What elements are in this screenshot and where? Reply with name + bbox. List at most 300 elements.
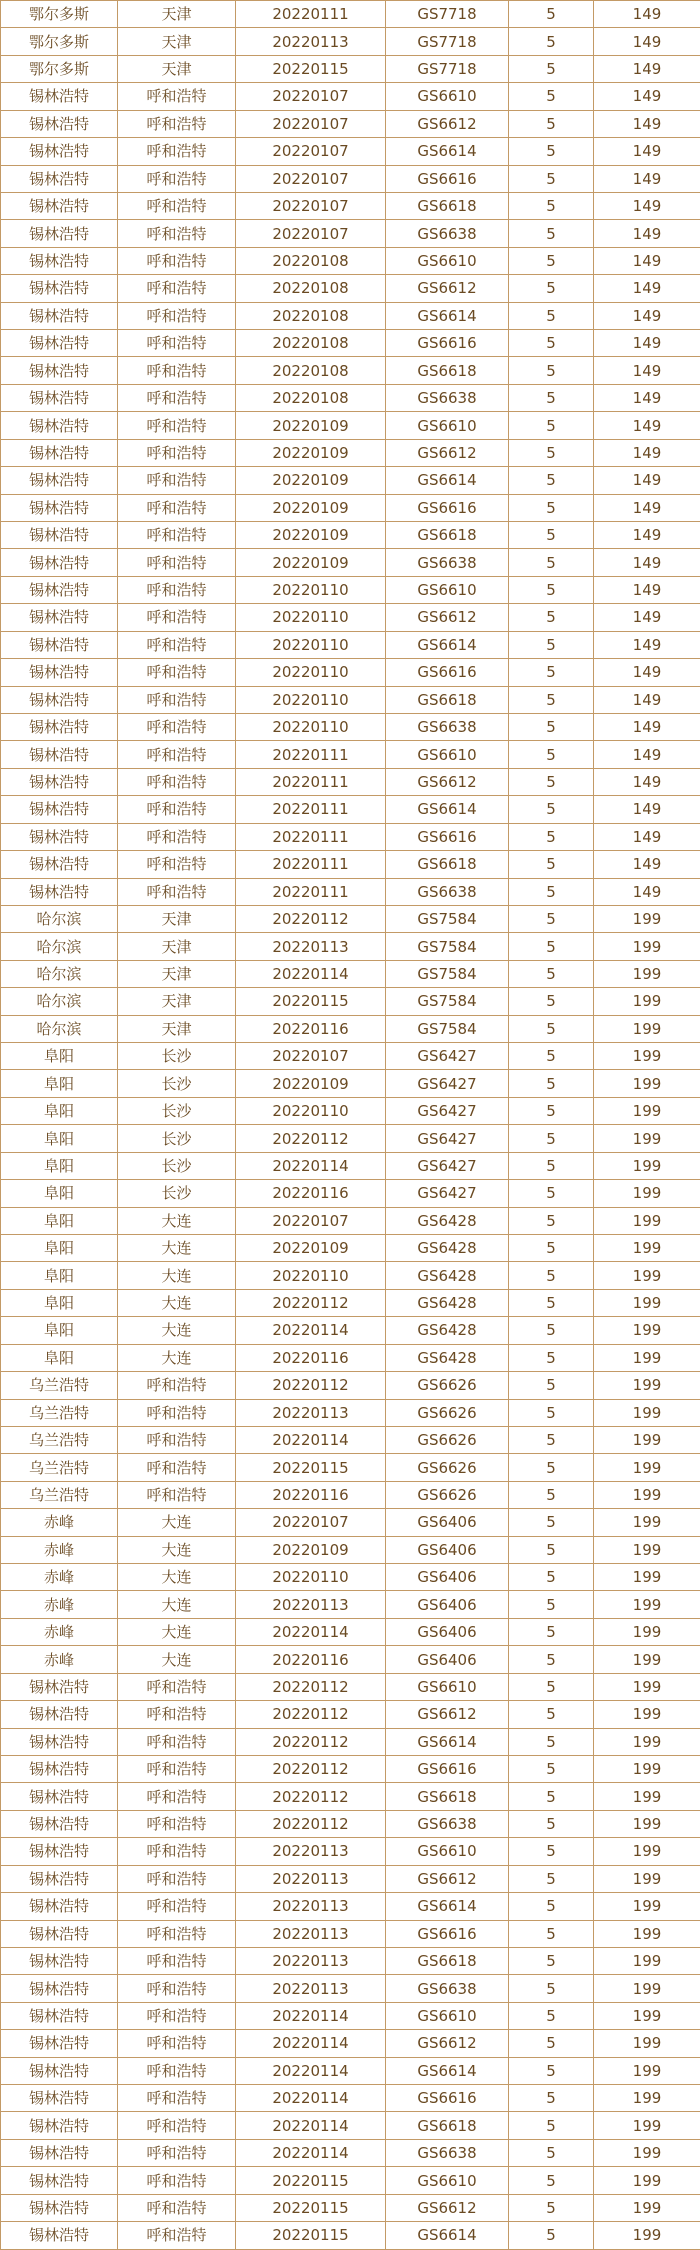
- price-cell: 199: [594, 1317, 700, 1344]
- destination-cell: 呼和浩特: [118, 2057, 236, 2084]
- flight-cell: GS6427: [386, 1070, 509, 1097]
- date-cell: 20220108: [236, 330, 386, 357]
- origin-cell: 锡林浩特: [1, 713, 118, 740]
- origin-cell: 锡林浩特: [1, 549, 118, 576]
- seats-cell: 5: [509, 138, 594, 165]
- table-row: [1, 988, 700, 1015]
- destination-cell: 呼和浩特: [118, 247, 236, 274]
- flight-cell: GS6610: [386, 247, 509, 274]
- seats-cell: 5: [509, 1426, 594, 1453]
- seats-cell: 5: [509, 165, 594, 192]
- origin-cell: 锡林浩特: [1, 878, 118, 905]
- origin-cell: 锡林浩特: [1, 2222, 118, 2249]
- table-row: [1, 1207, 700, 1234]
- table-row: [1, 1043, 700, 1070]
- table-row: [1, 1426, 700, 1453]
- origin-cell: 乌兰浩特: [1, 1426, 118, 1453]
- date-cell: 20220115: [236, 2167, 386, 2194]
- table-row: [1, 1152, 700, 1179]
- destination-cell: 呼和浩特: [118, 878, 236, 905]
- destination-cell: 呼和浩特: [118, 2112, 236, 2139]
- seats-cell: 5: [509, 2194, 594, 2221]
- table-row: [1, 1810, 700, 1837]
- destination-cell: 呼和浩特: [118, 1454, 236, 1481]
- price-cell: 149: [594, 796, 700, 823]
- flight-cell: GS6618: [386, 1947, 509, 1974]
- table-row: [1, 823, 700, 850]
- origin-cell: 锡林浩特: [1, 165, 118, 192]
- table-row: [1, 1893, 700, 1920]
- price-cell: 199: [594, 1865, 700, 1892]
- seats-cell: 5: [509, 1536, 594, 1563]
- origin-cell: 锡林浩特: [1, 357, 118, 384]
- price-cell: 199: [594, 1344, 700, 1371]
- flight-cell: GS6427: [386, 1152, 509, 1179]
- origin-cell: 锡林浩特: [1, 1947, 118, 1974]
- destination-cell: 呼和浩特: [118, 741, 236, 768]
- price-cell: 199: [594, 1701, 700, 1728]
- table-row: [1, 83, 700, 110]
- price-cell: 149: [594, 823, 700, 850]
- price-cell: 199: [594, 1646, 700, 1673]
- flight-cell: GS6614: [386, 631, 509, 658]
- date-cell: 20220109: [236, 522, 386, 549]
- date-cell: 20220109: [236, 494, 386, 521]
- price-cell: 199: [594, 1536, 700, 1563]
- flight-cell: GS6616: [386, 823, 509, 850]
- price-cell: 199: [594, 2085, 700, 2112]
- table-row: [1, 192, 700, 219]
- date-cell: 20220108: [236, 357, 386, 384]
- destination-cell: 呼和浩特: [118, 2139, 236, 2166]
- flight-cell: GS6428: [386, 1207, 509, 1234]
- seats-cell: 5: [509, 1673, 594, 1700]
- origin-cell: 哈尔滨: [1, 1015, 118, 1042]
- date-cell: 20220108: [236, 302, 386, 329]
- flight-cell: GS6610: [386, 83, 509, 110]
- date-cell: 20220108: [236, 247, 386, 274]
- date-cell: 20220113: [236, 1865, 386, 1892]
- seats-cell: 5: [509, 192, 594, 219]
- flight-cell: GS6638: [386, 878, 509, 905]
- table-row: [1, 1536, 700, 1563]
- destination-cell: 大连: [118, 1509, 236, 1536]
- table-row: [1, 384, 700, 411]
- date-cell: 20220109: [236, 1536, 386, 1563]
- table-row: [1, 247, 700, 274]
- date-cell: 20220114: [236, 960, 386, 987]
- date-cell: 20220107: [236, 1043, 386, 1070]
- destination-cell: 呼和浩特: [118, 522, 236, 549]
- seats-cell: 5: [509, 384, 594, 411]
- flight-cell: GS6610: [386, 576, 509, 603]
- price-cell: 199: [594, 1262, 700, 1289]
- flight-cell: GS6616: [386, 1920, 509, 1947]
- origin-cell: 锡林浩特: [1, 247, 118, 274]
- destination-cell: 呼和浩特: [118, 1673, 236, 1700]
- origin-cell: 阜阳: [1, 1152, 118, 1179]
- flight-cell: GS6616: [386, 330, 509, 357]
- destination-cell: 大连: [118, 1262, 236, 1289]
- origin-cell: 锡林浩特: [1, 659, 118, 686]
- origin-cell: 锡林浩特: [1, 275, 118, 302]
- destination-cell: 呼和浩特: [118, 467, 236, 494]
- date-cell: 20220114: [236, 1618, 386, 1645]
- table-row: [1, 2085, 700, 2112]
- origin-cell: 锡林浩特: [1, 686, 118, 713]
- origin-cell: 阜阳: [1, 1317, 118, 1344]
- price-cell: 149: [594, 576, 700, 603]
- table-row: [1, 2167, 700, 2194]
- date-cell: 20220107: [236, 1207, 386, 1234]
- origin-cell: 鄂尔多斯: [1, 28, 118, 55]
- origin-cell: 赤峰: [1, 1591, 118, 1618]
- flight-cell: GS6614: [386, 302, 509, 329]
- origin-cell: 锡林浩特: [1, 220, 118, 247]
- date-cell: 20220113: [236, 1975, 386, 2002]
- date-cell: 20220107: [236, 138, 386, 165]
- seats-cell: 5: [509, 2139, 594, 2166]
- date-cell: 20220111: [236, 878, 386, 905]
- destination-cell: 呼和浩特: [118, 1893, 236, 1920]
- price-cell: 199: [594, 1152, 700, 1179]
- seats-cell: 5: [509, 302, 594, 329]
- destination-cell: 呼和浩特: [118, 439, 236, 466]
- flight-cell: GS6612: [386, 439, 509, 466]
- seats-cell: 5: [509, 275, 594, 302]
- destination-cell: 天津: [118, 1, 236, 28]
- price-cell: 199: [594, 1920, 700, 1947]
- origin-cell: 锡林浩特: [1, 2002, 118, 2029]
- price-cell: 199: [594, 1591, 700, 1618]
- table-row: [1, 1454, 700, 1481]
- price-cell: 199: [594, 1756, 700, 1783]
- origin-cell: 阜阳: [1, 1344, 118, 1371]
- date-cell: 20220110: [236, 713, 386, 740]
- seats-cell: 5: [509, 2057, 594, 2084]
- price-cell: 199: [594, 2057, 700, 2084]
- origin-cell: 哈尔滨: [1, 988, 118, 1015]
- price-cell: 149: [594, 741, 700, 768]
- destination-cell: 呼和浩特: [118, 631, 236, 658]
- table-row: [1, 330, 700, 357]
- table-row: [1, 1317, 700, 1344]
- price-cell: 199: [594, 1399, 700, 1426]
- date-cell: 20220111: [236, 823, 386, 850]
- origin-cell: 锡林浩特: [1, 1865, 118, 1892]
- table-row: [1, 2057, 700, 2084]
- flight-cell: GS6618: [386, 851, 509, 878]
- origin-cell: 哈尔滨: [1, 933, 118, 960]
- price-cell: 199: [594, 1454, 700, 1481]
- table-row: [1, 1180, 700, 1207]
- date-cell: 20220110: [236, 576, 386, 603]
- destination-cell: 呼和浩特: [118, 796, 236, 823]
- table-row: [1, 1509, 700, 1536]
- date-cell: 20220109: [236, 439, 386, 466]
- table-row: [1, 851, 700, 878]
- flight-cell: GS6618: [386, 2112, 509, 2139]
- table-row: [1, 576, 700, 603]
- date-cell: 20220113: [236, 1893, 386, 1920]
- table-row: [1, 878, 700, 905]
- seats-cell: 5: [509, 467, 594, 494]
- table-row: [1, 1947, 700, 1974]
- price-cell: 199: [594, 2194, 700, 2221]
- price-cell: 149: [594, 83, 700, 110]
- date-cell: 20220113: [236, 1920, 386, 1947]
- origin-cell: 赤峰: [1, 1646, 118, 1673]
- table-row: [1, 1838, 700, 1865]
- seats-cell: 5: [509, 110, 594, 137]
- flight-cell: GS6626: [386, 1372, 509, 1399]
- seats-cell: 5: [509, 1947, 594, 1974]
- price-cell: 149: [594, 1, 700, 28]
- table-row: [1, 1920, 700, 1947]
- seats-cell: 5: [509, 741, 594, 768]
- table-row: [1, 1756, 700, 1783]
- table-row: [1, 1591, 700, 1618]
- seats-cell: 5: [509, 988, 594, 1015]
- date-cell: 20220111: [236, 768, 386, 795]
- seats-cell: 5: [509, 2112, 594, 2139]
- origin-cell: 锡林浩特: [1, 823, 118, 850]
- seats-cell: 5: [509, 1043, 594, 1070]
- date-cell: 20220111: [236, 741, 386, 768]
- flight-cell: GS7584: [386, 988, 509, 1015]
- flight-cell: GS6618: [386, 1783, 509, 1810]
- price-cell: 149: [594, 713, 700, 740]
- table-row: [1, 604, 700, 631]
- seats-cell: 5: [509, 2167, 594, 2194]
- origin-cell: 锡林浩特: [1, 1701, 118, 1728]
- seats-cell: 5: [509, 1344, 594, 1371]
- origin-cell: 锡林浩特: [1, 1783, 118, 1810]
- date-cell: 20220107: [236, 220, 386, 247]
- seats-cell: 5: [509, 330, 594, 357]
- flight-cell: GS6616: [386, 1756, 509, 1783]
- flight-cell: GS6406: [386, 1646, 509, 1673]
- destination-cell: 呼和浩特: [118, 713, 236, 740]
- date-cell: 20220112: [236, 1125, 386, 1152]
- origin-cell: 赤峰: [1, 1536, 118, 1563]
- origin-cell: 阜阳: [1, 1180, 118, 1207]
- date-cell: 20220112: [236, 1701, 386, 1728]
- destination-cell: 呼和浩特: [118, 165, 236, 192]
- seats-cell: 5: [509, 576, 594, 603]
- price-cell: 199: [594, 1975, 700, 2002]
- destination-cell: 呼和浩特: [118, 659, 236, 686]
- table-row: [1, 549, 700, 576]
- origin-cell: 鄂尔多斯: [1, 1, 118, 28]
- table-row: [1, 467, 700, 494]
- destination-cell: 大连: [118, 1234, 236, 1261]
- destination-cell: 长沙: [118, 1043, 236, 1070]
- price-cell: 199: [594, 1783, 700, 1810]
- flight-cell: GS7584: [386, 933, 509, 960]
- flight-cell: GS6610: [386, 1838, 509, 1865]
- seats-cell: 5: [509, 1564, 594, 1591]
- origin-cell: 锡林浩特: [1, 330, 118, 357]
- table-row: [1, 2030, 700, 2057]
- date-cell: 20220109: [236, 1234, 386, 1261]
- destination-cell: 呼和浩特: [118, 1810, 236, 1837]
- date-cell: 20220112: [236, 1810, 386, 1837]
- seats-cell: 5: [509, 1372, 594, 1399]
- date-cell: 20220113: [236, 1947, 386, 1974]
- flight-cell: GS6614: [386, 467, 509, 494]
- seats-cell: 5: [509, 878, 594, 905]
- price-cell: 199: [594, 1043, 700, 1070]
- flight-cell: GS6638: [386, 2139, 509, 2166]
- origin-cell: 锡林浩特: [1, 741, 118, 768]
- flight-cell: GS7718: [386, 55, 509, 82]
- price-cell: 149: [594, 220, 700, 247]
- flight-cell: GS6610: [386, 2167, 509, 2194]
- price-cell: 199: [594, 933, 700, 960]
- origin-cell: 锡林浩特: [1, 494, 118, 521]
- date-cell: 20220110: [236, 631, 386, 658]
- destination-cell: 大连: [118, 1591, 236, 1618]
- seats-cell: 5: [509, 796, 594, 823]
- seats-cell: 5: [509, 713, 594, 740]
- date-cell: 20220112: [236, 1673, 386, 1700]
- table-row: [1, 905, 700, 932]
- price-cell: 199: [594, 1289, 700, 1316]
- seats-cell: 5: [509, 1289, 594, 1316]
- destination-cell: 呼和浩特: [118, 1920, 236, 1947]
- destination-cell: 呼和浩特: [118, 384, 236, 411]
- origin-cell: 阜阳: [1, 1262, 118, 1289]
- date-cell: 20220113: [236, 28, 386, 55]
- table-row: [1, 1372, 700, 1399]
- flight-cell: GS6616: [386, 2085, 509, 2112]
- flight-cell: GS6427: [386, 1125, 509, 1152]
- table-row: [1, 2112, 700, 2139]
- seats-cell: 5: [509, 522, 594, 549]
- flight-cell: GS6638: [386, 549, 509, 576]
- price-cell: 149: [594, 275, 700, 302]
- seats-cell: 5: [509, 1838, 594, 1865]
- date-cell: 20220107: [236, 165, 386, 192]
- date-cell: 20220116: [236, 1180, 386, 1207]
- origin-cell: 锡林浩特: [1, 851, 118, 878]
- flight-cell: GS6428: [386, 1344, 509, 1371]
- flight-cell: GS6406: [386, 1591, 509, 1618]
- date-cell: 20220116: [236, 1646, 386, 1673]
- flight-cell: GS6428: [386, 1289, 509, 1316]
- seats-cell: 5: [509, 768, 594, 795]
- seats-cell: 5: [509, 1810, 594, 1837]
- flight-cell: GS6618: [386, 192, 509, 219]
- flight-cell: GS6626: [386, 1426, 509, 1453]
- date-cell: 20220114: [236, 2030, 386, 2057]
- seats-cell: 5: [509, 1618, 594, 1645]
- date-cell: 20220113: [236, 933, 386, 960]
- price-cell: 149: [594, 412, 700, 439]
- flight-cell: GS6618: [386, 357, 509, 384]
- price-cell: 199: [594, 960, 700, 987]
- date-cell: 20220113: [236, 1591, 386, 1618]
- destination-cell: 呼和浩特: [118, 1865, 236, 1892]
- price-cell: 199: [594, 1893, 700, 1920]
- table-row: [1, 1070, 700, 1097]
- origin-cell: 鄂尔多斯: [1, 55, 118, 82]
- destination-cell: 呼和浩特: [118, 494, 236, 521]
- seats-cell: 5: [509, 494, 594, 521]
- destination-cell: 呼和浩特: [118, 2194, 236, 2221]
- date-cell: 20220110: [236, 686, 386, 713]
- price-cell: 149: [594, 165, 700, 192]
- date-cell: 20220110: [236, 604, 386, 631]
- origin-cell: 锡林浩特: [1, 2085, 118, 2112]
- flight-cell: GS6406: [386, 1618, 509, 1645]
- origin-cell: 阜阳: [1, 1070, 118, 1097]
- destination-cell: 大连: [118, 1317, 236, 1344]
- flight-cell: GS6614: [386, 2222, 509, 2249]
- origin-cell: 锡林浩特: [1, 302, 118, 329]
- table-row: [1, 1865, 700, 1892]
- destination-cell: 天津: [118, 55, 236, 82]
- seats-cell: 5: [509, 1591, 594, 1618]
- flight-cell: GS7718: [386, 28, 509, 55]
- destination-cell: 呼和浩特: [118, 768, 236, 795]
- origin-cell: 锡林浩特: [1, 138, 118, 165]
- flight-cell: GS6614: [386, 796, 509, 823]
- table-row: [1, 1728, 700, 1755]
- price-cell: 199: [594, 2222, 700, 2249]
- destination-cell: 大连: [118, 1344, 236, 1371]
- date-cell: 20220110: [236, 1097, 386, 1124]
- date-cell: 20220114: [236, 1426, 386, 1453]
- seats-cell: 5: [509, 1097, 594, 1124]
- seats-cell: 5: [509, 1070, 594, 1097]
- origin-cell: 乌兰浩特: [1, 1399, 118, 1426]
- flight-cell: GS6626: [386, 1454, 509, 1481]
- seats-cell: 5: [509, 2085, 594, 2112]
- price-cell: 199: [594, 1125, 700, 1152]
- origin-cell: 锡林浩特: [1, 192, 118, 219]
- destination-cell: 大连: [118, 1289, 236, 1316]
- date-cell: 20220112: [236, 1372, 386, 1399]
- destination-cell: 长沙: [118, 1180, 236, 1207]
- price-cell: 149: [594, 549, 700, 576]
- flight-cell: GS6616: [386, 165, 509, 192]
- date-cell: 20220114: [236, 2085, 386, 2112]
- origin-cell: 锡林浩特: [1, 412, 118, 439]
- price-cell: 199: [594, 1618, 700, 1645]
- date-cell: 20220108: [236, 275, 386, 302]
- origin-cell: 锡林浩特: [1, 796, 118, 823]
- price-cell: 199: [594, 2139, 700, 2166]
- seats-cell: 5: [509, 1481, 594, 1508]
- table-row: [1, 1481, 700, 1508]
- price-cell: 149: [594, 851, 700, 878]
- flight-cell: GS6612: [386, 768, 509, 795]
- destination-cell: 呼和浩特: [118, 138, 236, 165]
- flight-cell: GS6428: [386, 1234, 509, 1261]
- origin-cell: 锡林浩特: [1, 1893, 118, 1920]
- origin-cell: 锡林浩特: [1, 2139, 118, 2166]
- seats-cell: 5: [509, 631, 594, 658]
- price-cell: 149: [594, 110, 700, 137]
- table-row: [1, 1701, 700, 1728]
- seats-cell: 5: [509, 823, 594, 850]
- price-cell: 149: [594, 631, 700, 658]
- price-cell: 199: [594, 905, 700, 932]
- table-row: [1, 275, 700, 302]
- seats-cell: 5: [509, 1152, 594, 1179]
